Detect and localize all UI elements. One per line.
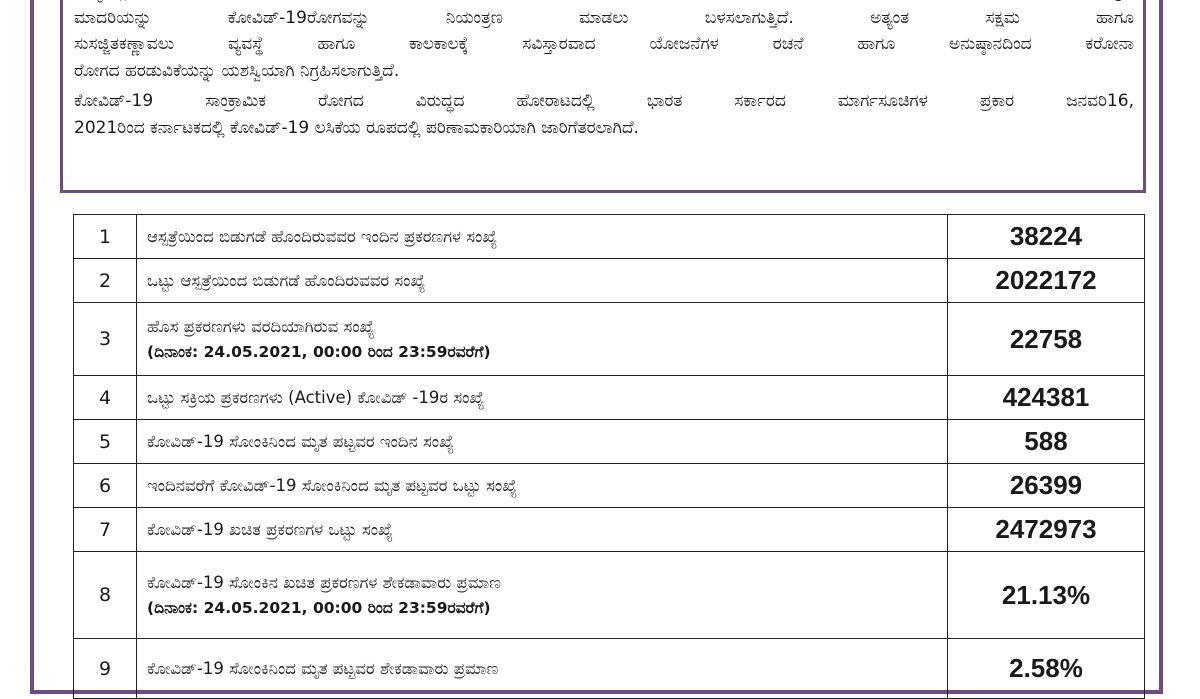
intro-paragraph <box>74 0 1134 141</box>
intro-line: ಸುಸಜ್ಜಿತಕಣ್ಣಾವಲು ವ್ಯವಸ್ಥೆ ಹಾಗೂ ಕಾಲಕಾಲಕ್ಕೆ ಸವಿಸ್ತಾರವಾದ ಯೋಜನೆಗಳ ರಚನೆ ಹಾಗೂ ಅನುಷ್ಠಾನದಿಂದ ಕರೋನಾ <box>74 34 1134 54</box>
row-number: 8 <box>74 552 137 639</box>
row-description-cell <box>137 552 948 639</box>
intro-line: ರೋಗದ ಹರಡುವಿಕೆಯನ್ನು ಯಶಸ್ವಿಯಾಗಿ ನಿಗ್ರಹಿಸಲಾಗುತ್ತಿದೆ. <box>74 60 400 81</box>
table-row <box>74 259 1145 303</box>
table-row <box>74 508 1145 552</box>
row-description: ಕೋವಿಡ್-19 ಸೋಂಕಿನಿಂದ ಮೃತ ಪಟ್ಟವರ ಶೇಕಡಾವಾರು ಪ್ರಮಾಣ <box>147 658 499 678</box>
row-description: ಕೋವಿಡ್-19 ಸೋಂಕಿನ ಖಚಿತ ಪ್ರಕರಣಗಳ ಶೇಕಡಾವಾರು ಪ್ರಮಾಣ <box>147 572 501 592</box>
row-description-cell <box>137 303 948 376</box>
row-description: ಕೋವಿಡ್-19 ಖಚಿತ ಪ್ರಕರಣಗಳ ಒಟ್ಟು ಸಂಖ್ಯೆ <box>147 519 393 539</box>
table-row <box>74 420 1145 464</box>
intro-line: ಮಾದರಿಯನ್ನು ಕೋವಿಡ್-19ರೋಗವನ್ನು ನಿಯಂತ್ರಣ ಮಾಡಲು ಬಳಸಲಾಗುತ್ತಿದೆ. ಅತ್ಯಂತ ಸಕ್ಷಮ ಹಾಗೂ <box>74 7 1134 28</box>
row-description-cell <box>137 464 948 508</box>
row-value: 424381 <box>948 376 1145 420</box>
row-value: 26399 <box>948 464 1145 508</box>
row-value: 22758 <box>948 303 1145 376</box>
row-date-range: (ದಿನಾಂಕ: 24.05.2021, 00:00 ರಿಂದ 23:59ರವರೆಗೆ) <box>147 342 491 361</box>
row-value: 588 <box>948 420 1145 464</box>
row-description: ಕೋವಿಡ್-19 ಸೋಂಕಿನಿಂದ ಮೃತ ಪಟ್ಟವರ ಇಂದಿನ ಸಂಖ್ಯೆ <box>147 431 455 451</box>
row-value: 21.13% <box>948 552 1145 639</box>
row-description: ಇಂದಿನವರೆಗೆ ಕೋವಿಡ್-19 ಸೋಂಕಿನಿಂದ ಮೃತ ಪಟ್ಟವರ ಒಟ್ಟು ಸಂಖ್ಯೆ <box>147 475 518 495</box>
row-description-cell <box>137 639 948 699</box>
row-description: ಆಸ್ಪತ್ರೆಯಿಂದ ಬಿಡುಗಡೆ ಹೊಂದಿರುವವರ ಇಂದಿನ ಪ್ರಕರಣಗಳ ಸಂಖ್ಯೆ <box>147 226 498 246</box>
row-number: 6 <box>74 464 137 508</box>
row-number: 7 <box>74 508 137 552</box>
row-description: ಒಟ್ಟು ಆಸ್ಪತ್ರೆಯಿಂದ ಬಿಡುಗಡೆ ಹೊಂದಿರುವವರ ಸಂಖ್ಯೆ <box>147 270 426 290</box>
row-description-cell <box>137 376 948 420</box>
table-row <box>74 464 1145 508</box>
intro-line: 2021ರಿಂದ ಕರ್ನಾಟಕದಲ್ಲಿ ಕೋವಿಡ್-19 ಲಸಿಕೆಯ ರೂಪದಲ್ಲಿ ಪರಿಣಾಮಕಾರಿಯಾಗಿ ಜಾರಿಗೆತರಲಾಗಿದೆ. <box>74 117 639 138</box>
row-number: 2 <box>74 259 137 303</box>
covid-stats-table <box>73 214 1145 699</box>
table-row <box>74 303 1145 376</box>
row-description: ಒಟ್ಟು ಸಕ್ರಿಯ ಪ್ರಕರಣಗಳು (Active) ಕೋವಿಡ್ -19ರ ಸಂಖ್ಯೆ <box>147 387 485 407</box>
intro-line <box>74 0 1134 5</box>
row-description-cell <box>137 215 948 259</box>
row-description-cell <box>137 259 948 303</box>
row-number: 3 <box>74 303 137 376</box>
table-row <box>74 552 1145 639</box>
row-description: ಹೊಸ ಪ್ರಕರಣಗಳು ವರದಿಯಾಗಿರುವ ಸಂಖ್ಯೆ <box>147 316 375 336</box>
intro-line: ಕೋವಿಡ್-19 ಸಾಂಕ್ರಾಮಿಕ ರೋಗದ ವಿರುದ್ಧದ ಹೋರಾಟದಲ್ಲಿ ಭಾರತ ಸರ್ಕಾರದ ಮಾರ್ಗಸೂಚಿಗಳ ಪ್ರಕಾರ ಜನವರಿ16, <box>74 91 1134 111</box>
row-value: 38224 <box>948 215 1145 259</box>
row-description-cell <box>137 508 948 552</box>
row-number: 9 <box>74 639 137 699</box>
row-description-cell <box>137 420 948 464</box>
stats-table-body <box>74 215 1145 699</box>
table-row <box>74 376 1145 420</box>
row-value: 2.58% <box>948 639 1145 699</box>
row-number: 4 <box>74 376 137 420</box>
table-row <box>74 639 1145 699</box>
row-number: 1 <box>74 215 137 259</box>
row-value: 2022172 <box>948 259 1145 303</box>
table-row <box>74 215 1145 259</box>
row-value: 2472973 <box>948 508 1145 552</box>
row-date-range: (ದಿನಾಂಕ: 24.05.2021, 00:00 ರಿಂದ 23:59ರವರೆಗೆ) <box>147 598 491 617</box>
row-number: 5 <box>74 420 137 464</box>
